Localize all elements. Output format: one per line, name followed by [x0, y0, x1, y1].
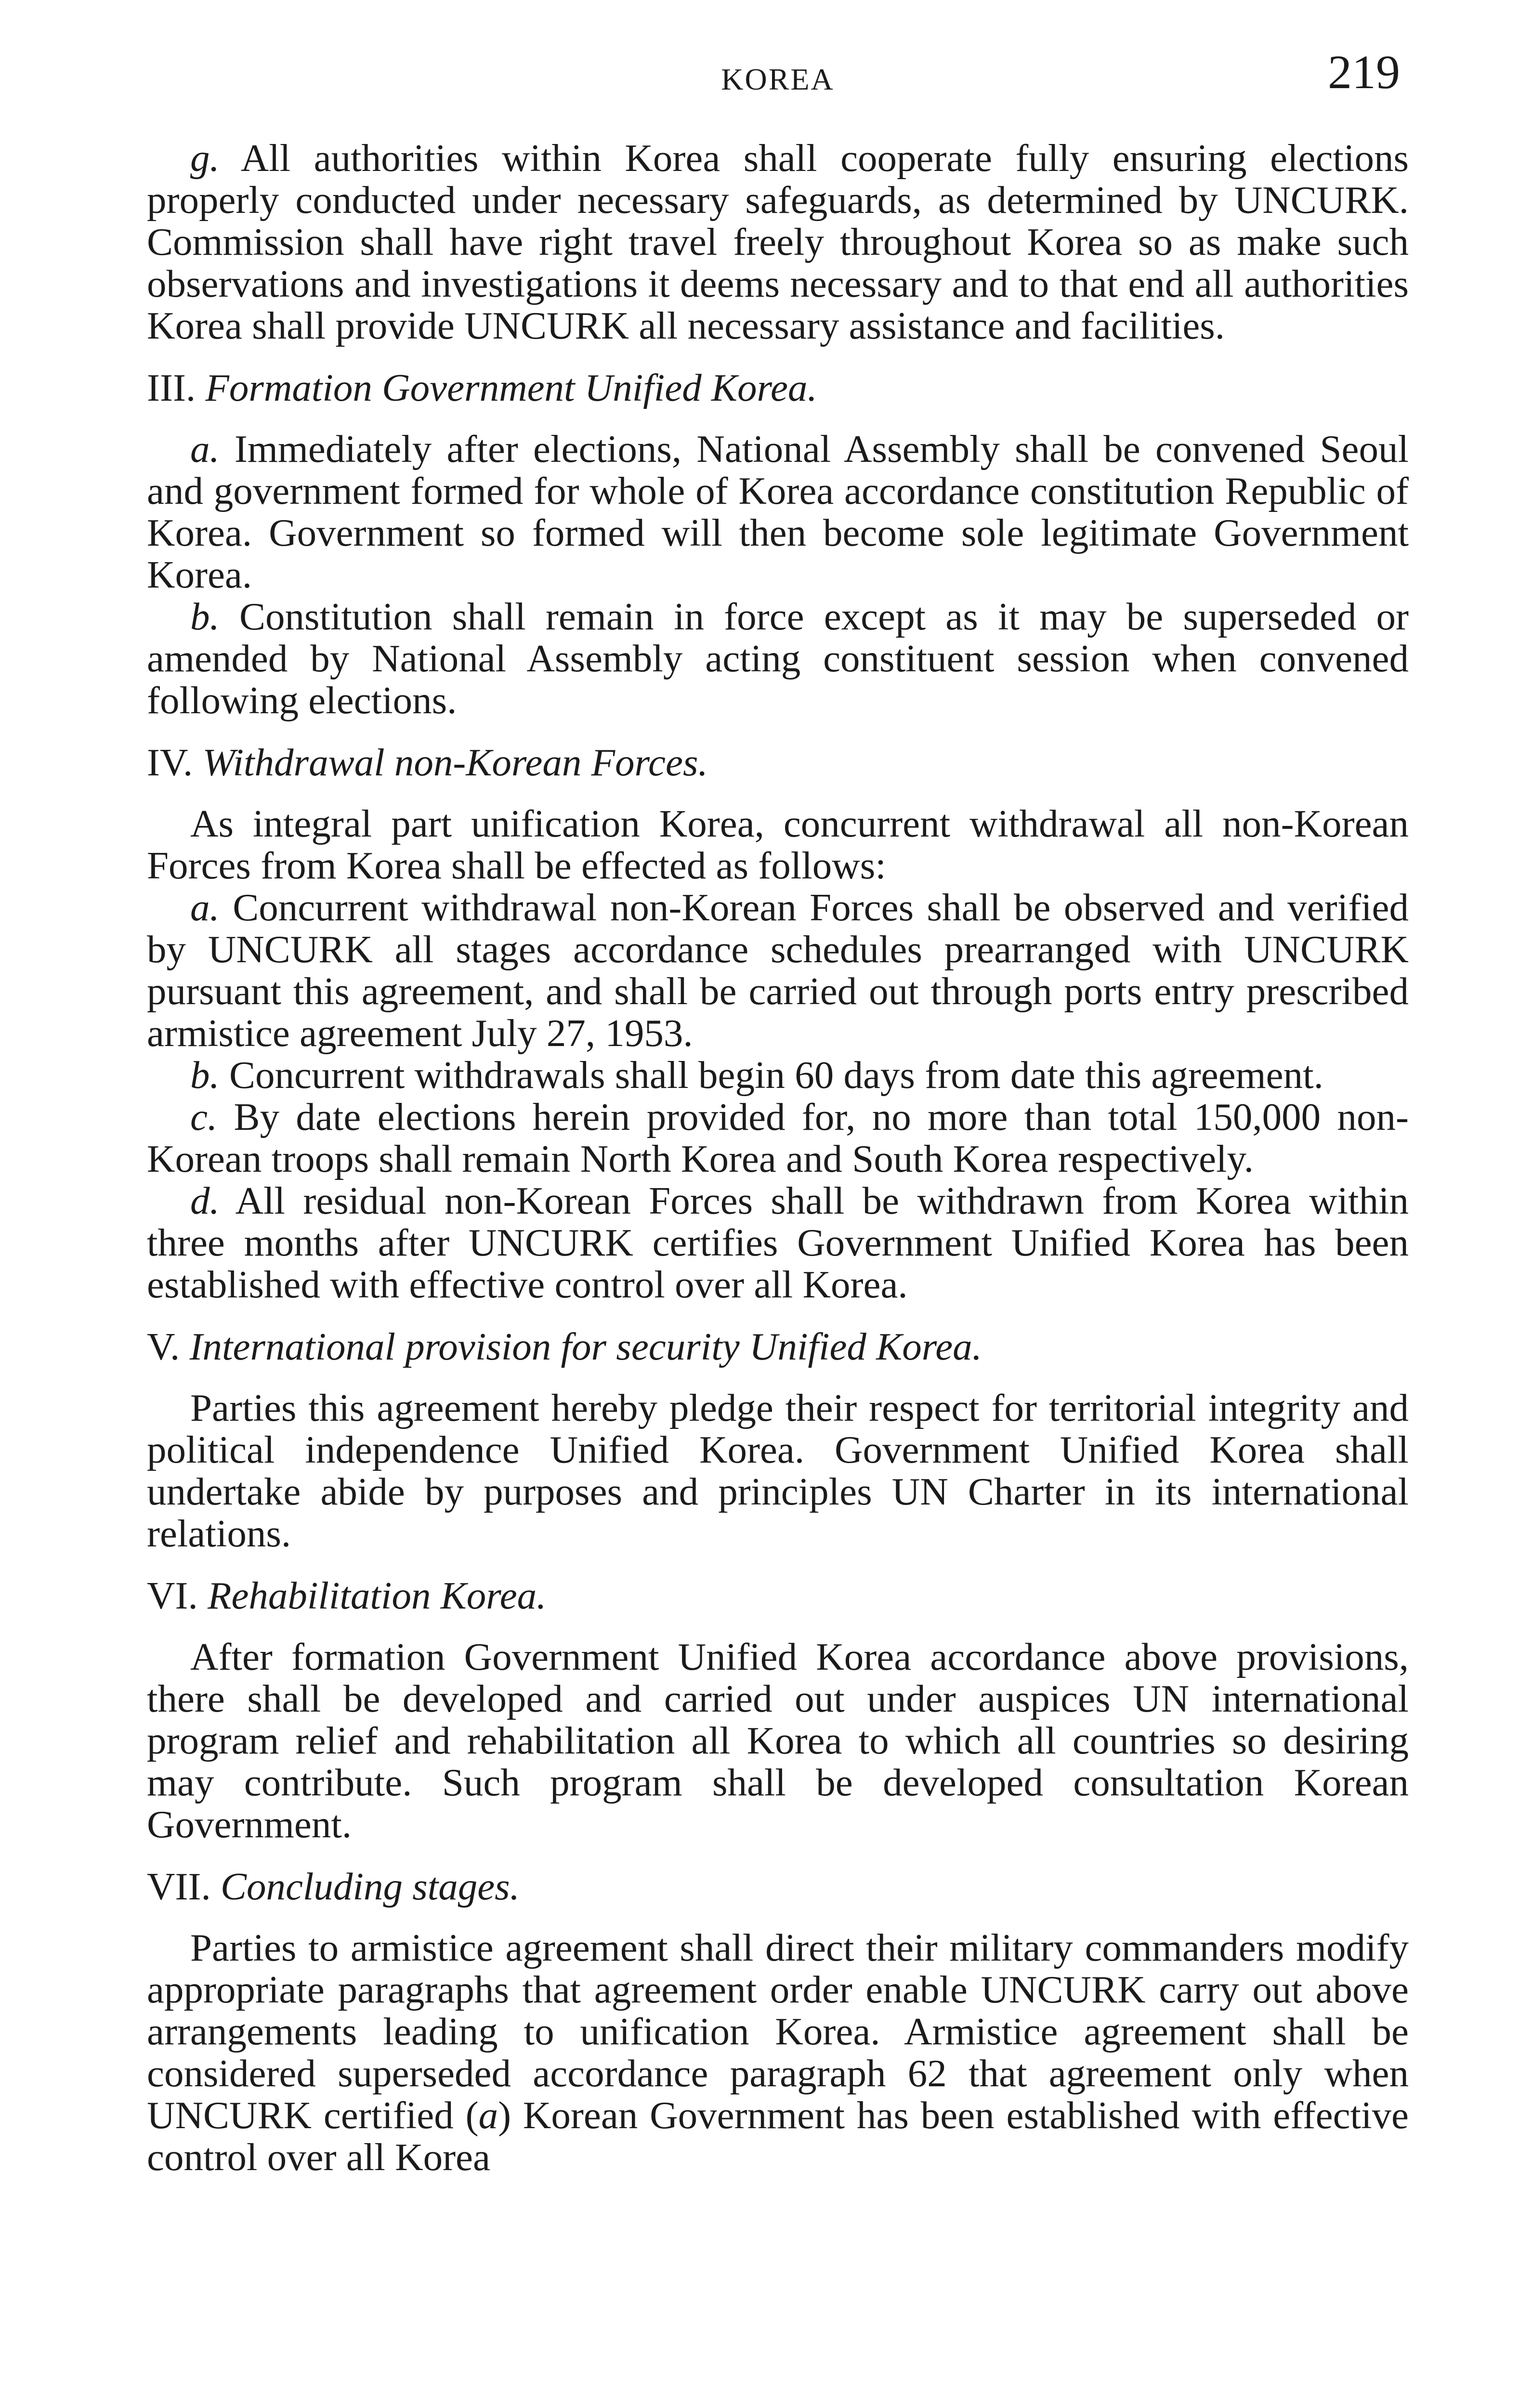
paragraph-text: Parties to armistice agreement shall direct their military commanders modify appropriate paragraphs that agreement order enable UNCURK carry out above arrangements leading to unification Korea. Armistice agreement shall be considered superseded accordance paragraph 62 that agreement only when UNCURK certified ( [147, 1926, 1409, 2137]
section-title: Withdrawal non-Korean Forces. [202, 741, 708, 784]
section-heading-v [147, 1326, 1409, 1368]
section-title: Formation Government Unified Korea. [205, 366, 817, 409]
paragraph-text: Parties this agreement hereby pledge their respect for territorial integrity and political independence Unified Korea. Government Unified Korea shall undertake abide by purposes and principles UN Charter in its international relations. [147, 1386, 1409, 1555]
section-number: VII. [147, 1865, 221, 1908]
paragraph-text: ) Korean Government has been established with effective control over all Korea [147, 2094, 1409, 2179]
paragraph-iv-b [147, 1054, 1409, 1096]
section-title: Rehabilitation Korea. [207, 1574, 547, 1617]
paragraph-v [147, 1387, 1409, 1555]
paragraph-text: As integral part unification Korea, concurrent withdrawal all non-Korean Forces from Korea shall be effected as follows: [147, 802, 1409, 887]
paragraph-iii-b [147, 596, 1409, 721]
section-heading-vii [147, 1866, 1409, 1908]
item-label: a. [190, 427, 220, 471]
item-label: d. [190, 1179, 220, 1222]
item-label: a. [190, 886, 220, 929]
paragraph-iii-a [147, 428, 1409, 596]
section-title: International provision for security Unified Korea. [189, 1325, 982, 1368]
paragraph-iv-a [147, 887, 1409, 1054]
paragraph-vii [147, 1927, 1409, 2178]
paragraph-text: After formation Government Unified Korea accordance above provisions, there shall be developed and carried out under auspices UN international program relief and rehabilitation all Korea to which all countries so desiring may contribute. Such program shall be developed consultation Korean Government. [147, 1635, 1409, 1846]
item-label: a [478, 2094, 498, 2137]
paragraph-vi [147, 1636, 1409, 1845]
paragraph-text: Constitution shall remain in force except as it may be superseded or amended by National Assembly acting constituent session when convened following elections. [147, 595, 1409, 722]
page-number: 219 [1328, 45, 1400, 99]
section-heading-iv [147, 742, 1409, 784]
section-number: V. [147, 1325, 190, 1368]
item-label: b. [190, 595, 220, 638]
paragraph-text: Immediately after elections, National Assembly shall be convened Seoul and government formed for whole of Korea accordance constitution Republic of Korea. Government so formed will then become sole legitimate Government Korea. [147, 427, 1409, 596]
paragraph-iv-c [147, 1096, 1409, 1180]
section-heading-iii [147, 367, 1409, 409]
paragraph-g [147, 137, 1409, 347]
item-label: b. [190, 1053, 220, 1097]
body-text [147, 137, 1409, 2178]
paragraph-iv-intro [147, 803, 1409, 887]
section-number: IV. [147, 741, 203, 784]
section-number: III. [147, 366, 206, 409]
paragraph-text: All residual non-Korean Forces shall be withdrawn from Korea within three months after UNCURK certifies Government Unified Korea has been established with effective control over all Korea. [147, 1179, 1409, 1306]
section-number: VI. [147, 1574, 208, 1617]
section-title: Concluding stages. [220, 1865, 520, 1908]
item-label: c. [190, 1095, 218, 1139]
paragraph-text: Concurrent withdrawal non-Korean Forces shall be observed and verified by UNCURK all stages accordance schedules prearranged with UNCURK pursuant this agreement, and shall be carried out through ports entry prescribed armistice agreement July 27, 1953. [147, 886, 1409, 1055]
paragraph-text: All authorities within Korea shall cooperate fully ensuring elections properly conducted under necessary safeguards, as determined by UNCURK. Commission shall have right travel freely throughout Korea so as make such observations and investigations it deems necessary and to that end all authorities Korea shall provide UNCURK all necessary assistance and facilities. [147, 136, 1409, 347]
section-heading-vi [147, 1575, 1409, 1617]
paragraph-iv-d [147, 1180, 1409, 1306]
running-head-title: KOREA [721, 62, 835, 96]
paragraph-text: Concurrent withdrawals shall begin 60 days from date this agreement. [219, 1053, 1323, 1097]
item-label: g. [190, 136, 220, 180]
paragraph-text: By date elections herein provided for, no more than total 150,000 non-Korean troops shall remain North Korea and South Korea respectively. [147, 1095, 1409, 1180]
running-head [147, 45, 1409, 116]
